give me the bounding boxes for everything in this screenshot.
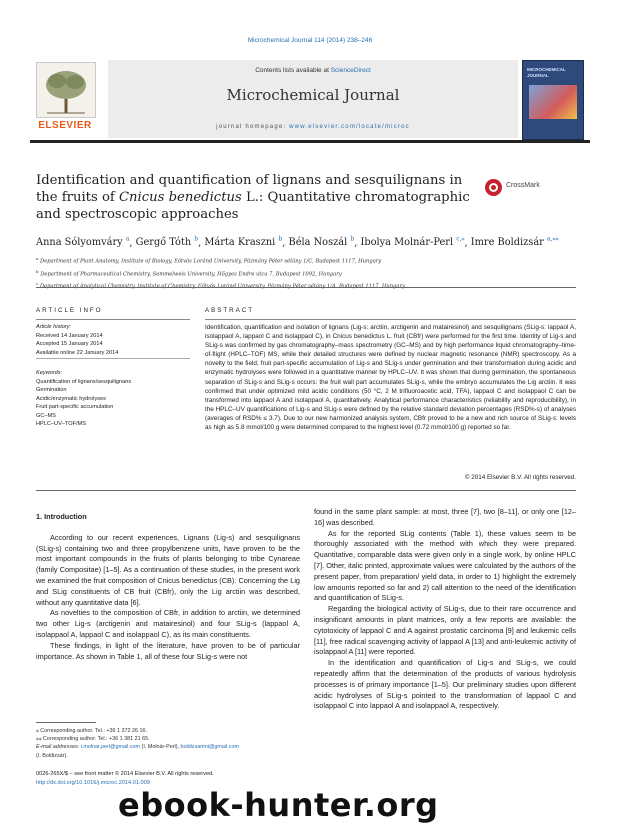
paragraph: According to our recent experiences, Lignans (Lig-s) and sesquilignans (SLig-s) containing two and three propylbenzene units, have proven to be the most important compounds in the fruits of plants belonging to tribe Cynareae (family Compositae) [1–5]. As a continuation of these studies, in the present work we examined the fruit composition of Cnicus benedictus (CB). Concerning the Lig and SLig constituents of CB fruit (CBfr), only the Lig arctiin was described, without any quantitative data [6].: [36, 532, 300, 607]
issn-line: 0026-265X/$ – see front matter © 2014 Elsevier B.V. All rights reserved.: [36, 771, 214, 777]
author[interactable]: Anna Sólyomváry $^a$: [36, 236, 130, 249]
tree-icon: [36, 62, 96, 118]
contents-line: [108, 67, 518, 74]
affiliation: $^c$ Department of Analytical Chemistry, Institute of Chemistry, Eötvös Loránd University, Pázmány Péter sétány 1/A, Budapest 1117, Hungary: [36, 281, 405, 291]
article-history: [36, 323, 196, 357]
cover-title: MICROCHEMICAL JOURNAL: [527, 67, 566, 78]
affiliation: $^a$ Department of Plant Anatomy, Institute of Biology, Eötvös Loránd University, Pázmány Péter sétány 1/C, Budapest 1117, Hungary: [36, 256, 382, 265]
watermark: ebook-hunter.org: [118, 786, 439, 824]
history-item: Accepted 15 January 2014: [36, 341, 103, 347]
author[interactable]: Béla Noszál $^b$: [288, 236, 355, 249]
body-column-left: [36, 512, 300, 662]
crossmark-icon: [485, 179, 502, 196]
journal-homepage: [108, 124, 518, 130]
paragraph: found in the same plant sample: at most, three [7], two [8–11], or only one [12–16] was described.: [314, 507, 576, 527]
article-info-heading: ARTICLE INFO: [36, 307, 103, 314]
journal-name: Microchemical Journal: [226, 86, 400, 104]
title-species: Cnicus benedictus: [118, 190, 242, 205]
article-identifiers: [36, 770, 336, 787]
footnote-rule: [36, 722, 96, 723]
article-info-rule: [36, 319, 190, 320]
header-rule: [30, 140, 590, 143]
email-link[interactable]: boldizsarimi@gmail.com: [180, 744, 239, 751]
paragraph: As novelties to the composition of CBfr, in addition to arctiin, we determined two other Lig-s (arctigenin and matairesinol) and four SLig-s (lappaol A, isolappaol A, lappaol C and isolappaol C), as its main constituents.: [36, 608, 300, 639]
section-rule: [36, 287, 576, 288]
journal-cover[interactable]: [522, 60, 584, 140]
email-owner: (I. Boldizsár).: [36, 752, 68, 759]
abstract-copyright: © 2014 Elsevier B.V. All rights reserved.: [464, 474, 576, 481]
keyword: Germination: [36, 387, 67, 393]
paragraph: Regarding the biological activity of SLig-s, due to their rare occurrence and insignificant amounts in plant matrices, only a few reports are available: the cytotoxicity of lappaol C and A against prostatic carcinoma [9] and leukemic cells [11], free radical scavenging activity of lappaol A [13] and anti-leukemic activity of isolappaol A [11] were reported.: [314, 604, 576, 657]
paragraph: These findings, in light of the literature, have proven to be of particular importance. As shown in Table 1, all of these four SLig-s were not: [36, 640, 300, 661]
title-part-2: L.: Quantitative chromatographic and spectroscopic approaches: [36, 190, 470, 222]
keyword: Acidic/enzymatic hydrolyses: [36, 395, 106, 402]
keywords-label: Keywords:: [36, 370, 63, 376]
elsevier-logo[interactable]: [30, 60, 100, 132]
abstract-text: Identification, quantification and isolation of lignans (Lig-s: arctiin, arctigenin and matairesinol) and sesquilignans (SLig-s: lappaol A, isolappaol A, lappaol C and isolappaol C), in Cnicus benedictus L. fruit (CBfr) were performed for the first time. Identity of Lig-s and SLig-s was confirmed by gas chromatography–mass spectrometry (GC–MS) and by high performance liquid chromatography–time-of-flight (HPLC–TOF) MS, while their detailed structures were defined by nuclear magnetic resonance (NMR) spectroscopy. As a novelty to the field, fruit part-specific accumulation of Lig-s and SLig-s under germination and their transformation during acidic and enzymatic hydrolyses were followed in a quantitative manner by HPLC–UV. It was shown that during germination, the spontaneous separation of SLig-s and SLig-s occurs: the fruit wall part accumulates SLig-s, while the embryo accumulates the Lig arctiin. It was confirmed that under optimized mild acidic conditions (50 °C, 2 M trifluoroacetic acid, TFA), lappaol C and isolappaol C can be transformed into lappaol A and isolappaol A, quantitatively. Analytical performance characteristics (reliability and reproducibility), in the HPLC–UV quantifications of Lig-s and SLig-s were defined by the relative standard deviation percentages (RSD%-s) of analyses (averages of RSD% ≤ 3.7). Due to our new harmonized analysis system, CBfr proved to be a new and rich source of SLig-s: levels as high as 5.8 mmol/100 g were determined compared to the highest level (0.72 mmol/100 g) reported so far.: [205, 324, 576, 432]
affiliation: $^b$ Department of Pharmaceutical Chemistry, Semmelweis University, Hőgyes Endre utca 7, Budapest 1092, Hungary: [36, 268, 342, 278]
author[interactable]: Márta Kraszni $^b$: [204, 236, 283, 249]
abstract-bottom-rule: [36, 490, 576, 491]
author[interactable]: Imre Boldizsár $^{a,⁎⁎}$: [470, 236, 559, 249]
email-line: [36, 743, 306, 751]
history-item: Received 14 January 2014: [36, 332, 103, 339]
author[interactable]: Gergő Tóth $^b$: [135, 236, 199, 249]
author[interactable]: Ibolya Molnár-Perl $^{c,⁎}$: [360, 236, 465, 249]
history-item: Available online 22 January 2014: [36, 349, 119, 356]
keywords: [36, 369, 196, 429]
keyword: Quantification of lignans/sesquilignans: [36, 378, 132, 385]
masthead: [108, 60, 518, 138]
journal-header: [30, 60, 585, 138]
cover-image: [529, 85, 577, 119]
body-column-right: [314, 507, 576, 712]
history-rule: [36, 358, 190, 359]
email-link[interactable]: i.molnar.perl@gmail.com: [80, 744, 141, 751]
history-label: Article history:: [36, 324, 72, 330]
title-part-1: Identification and quantification of lignans and sesquilignans in the fruits of: [36, 173, 463, 205]
keyword: Fruit part-specific accumulation: [36, 404, 114, 410]
doi-link[interactable]: http://dx.doi.org/10.1016/j.microc.2014.01.009: [36, 779, 150, 786]
crossmark-badge[interactable]: [485, 179, 575, 197]
footnote: ⁎ Corresponding author. Tel.: +36 1 372 26 16.: [36, 728, 147, 734]
abstract-heading: ABSTRACT: [205, 307, 255, 314]
footnotes: [36, 727, 306, 760]
author-list: Anna Sólyomváry $^a$, Gergő Tóth $^b$, Márta Kraszni $^b$, Béla Noszál $^b$, Ibolya Molnár-Perl $^{c,⁎}$, Imre Boldizsár $^{a,⁎⁎}$: [36, 236, 559, 249]
keyword: HPLC–UV–TOF/MS: [36, 421, 86, 427]
homepage-link[interactable]: www.elsevier.com/locate/microc: [289, 124, 410, 130]
journal-citation[interactable]: Microchemical Journal 114 (2014) 238–246: [247, 37, 373, 44]
section-heading: 1. Introduction: [36, 512, 87, 521]
contents-prefix: Contents lists available at: [255, 67, 331, 74]
crossmark-label: CrossMark: [506, 182, 540, 189]
homepage-prefix: journal homepage:: [216, 124, 290, 130]
article-title: [36, 172, 476, 223]
email-label: E-mail addresses:: [36, 744, 81, 751]
sciencedirect-link[interactable]: ScienceDirect: [330, 67, 371, 74]
publisher-name: ELSEVIER: [38, 120, 92, 131]
paragraph: In the identification and quantification of Lig-s and SLig-s, we could repeatedly affirm that the determination of the products of various hydrolysis processes is of primary importance [1–5]. Our preliminary studies upon different acidic hydrolyses of SLig-s pointed to the transformation of lappaol C and isolappaol C into lappaol A and isolappaol A, respectively.: [314, 658, 576, 711]
footnote: ⁎⁎ Corresponding author. Tel.: +36 1 381 21 65.: [36, 736, 150, 743]
email-owner: (I. Molnár-Perl),: [140, 744, 181, 751]
paragraph: As for the reported SLig contents (Table 1), these values seem to be thoroughly associated with the method with which they were prepared. Quantitative, comparable data were given only in a single work, by online HPLC [7]. Other, italic printed, approximate values were calculated by the authors of the present paper, from preparation/ yield data, in order to 1) highlight the extremely low amounts reported so far and 2) call attention to the need of the identification and quantification of SLig-s.: [314, 528, 576, 603]
abstract-rule: [205, 319, 576, 320]
keyword: GC–MS: [36, 412, 56, 419]
